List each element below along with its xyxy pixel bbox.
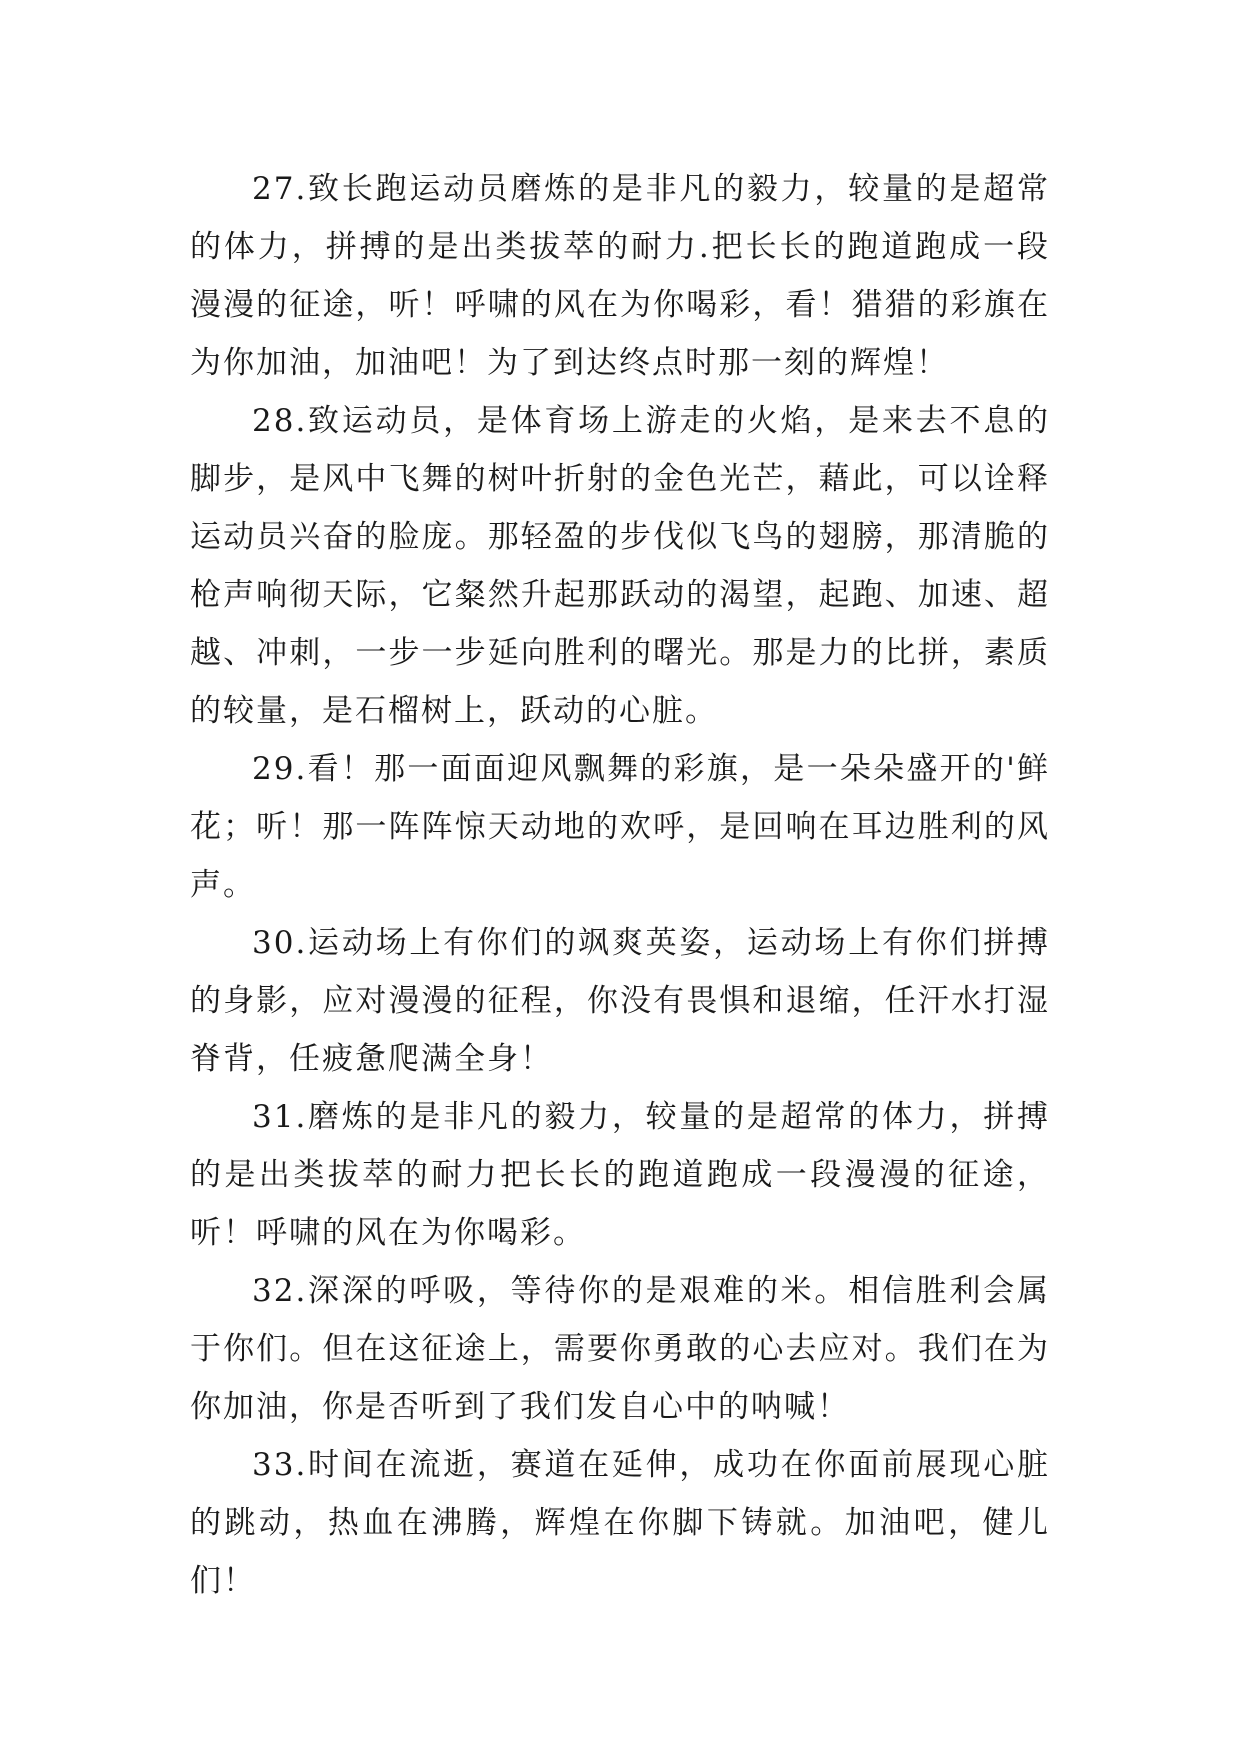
paragraph-32: 32.深深的呼吸，等待你的是艰难的米。相信胜利会属于你们。但在这征途上，需要你勇敢的心去应对。我们在为你加油，你是否听到了我们发自心中的呐喊！: [190, 1273, 1050, 1425]
paragraph-33: 33.时间在流逝，赛道在延伸，成功在你面前展现心脏的跳动，热血在沸腾，辉煌在你脚下铸就。加油吧，健儿们！: [190, 1447, 1050, 1599]
paragraph-31: 31.磨炼的是非凡的毅力，较量的是超常的体力，拼搏的是出类拔萃的耐力把长长的跑道跑成一段漫漫的征途，听！呼啸的风在为你喝彩。: [190, 1099, 1050, 1251]
paragraph-30: 30.运动场上有你们的飒爽英姿，运动场上有你们拼搏的身影，应对漫漫的征程，你没有畏惧和退缩，任汗水打湿脊背，任疲惫爬满全身！: [190, 925, 1050, 1077]
paragraph-27: 27.致长跑运动员磨炼的是非凡的毅力，较量的是超常的体力，拼搏的是出类拔萃的耐力.把长长的跑道跑成一段漫漫的征途，听！呼啸的风在为你喝彩，看！猎猎的彩旗在为你加油，加油吧！为了到达终点时那一刻的辉煌！: [190, 171, 1050, 381]
paragraph-29: 29.看！那一面面迎风飘舞的彩旗，是一朵朵盛开的'鲜花；听！那一阵阵惊天动地的欢呼，是回响在耳边胜利的风声。: [190, 751, 1050, 903]
document-body: [190, 160, 1050, 1610]
paragraph-28: 28.致运动员，是体育场上游走的火焰，是来去不息的脚步，是风中飞舞的树叶折射的金色光芒，藉此，可以诠释运动员兴奋的脸庞。那轻盈的步伐似飞鸟的翅膀，那清脆的枪声响彻天际，它粲然升起那跃动的渴望，起跑、加速、超越、冲刺，一步一步延向胜利的曙光。那是力的比拼，素质的较量，是石榴树上，跃动的心脏。: [190, 403, 1050, 729]
